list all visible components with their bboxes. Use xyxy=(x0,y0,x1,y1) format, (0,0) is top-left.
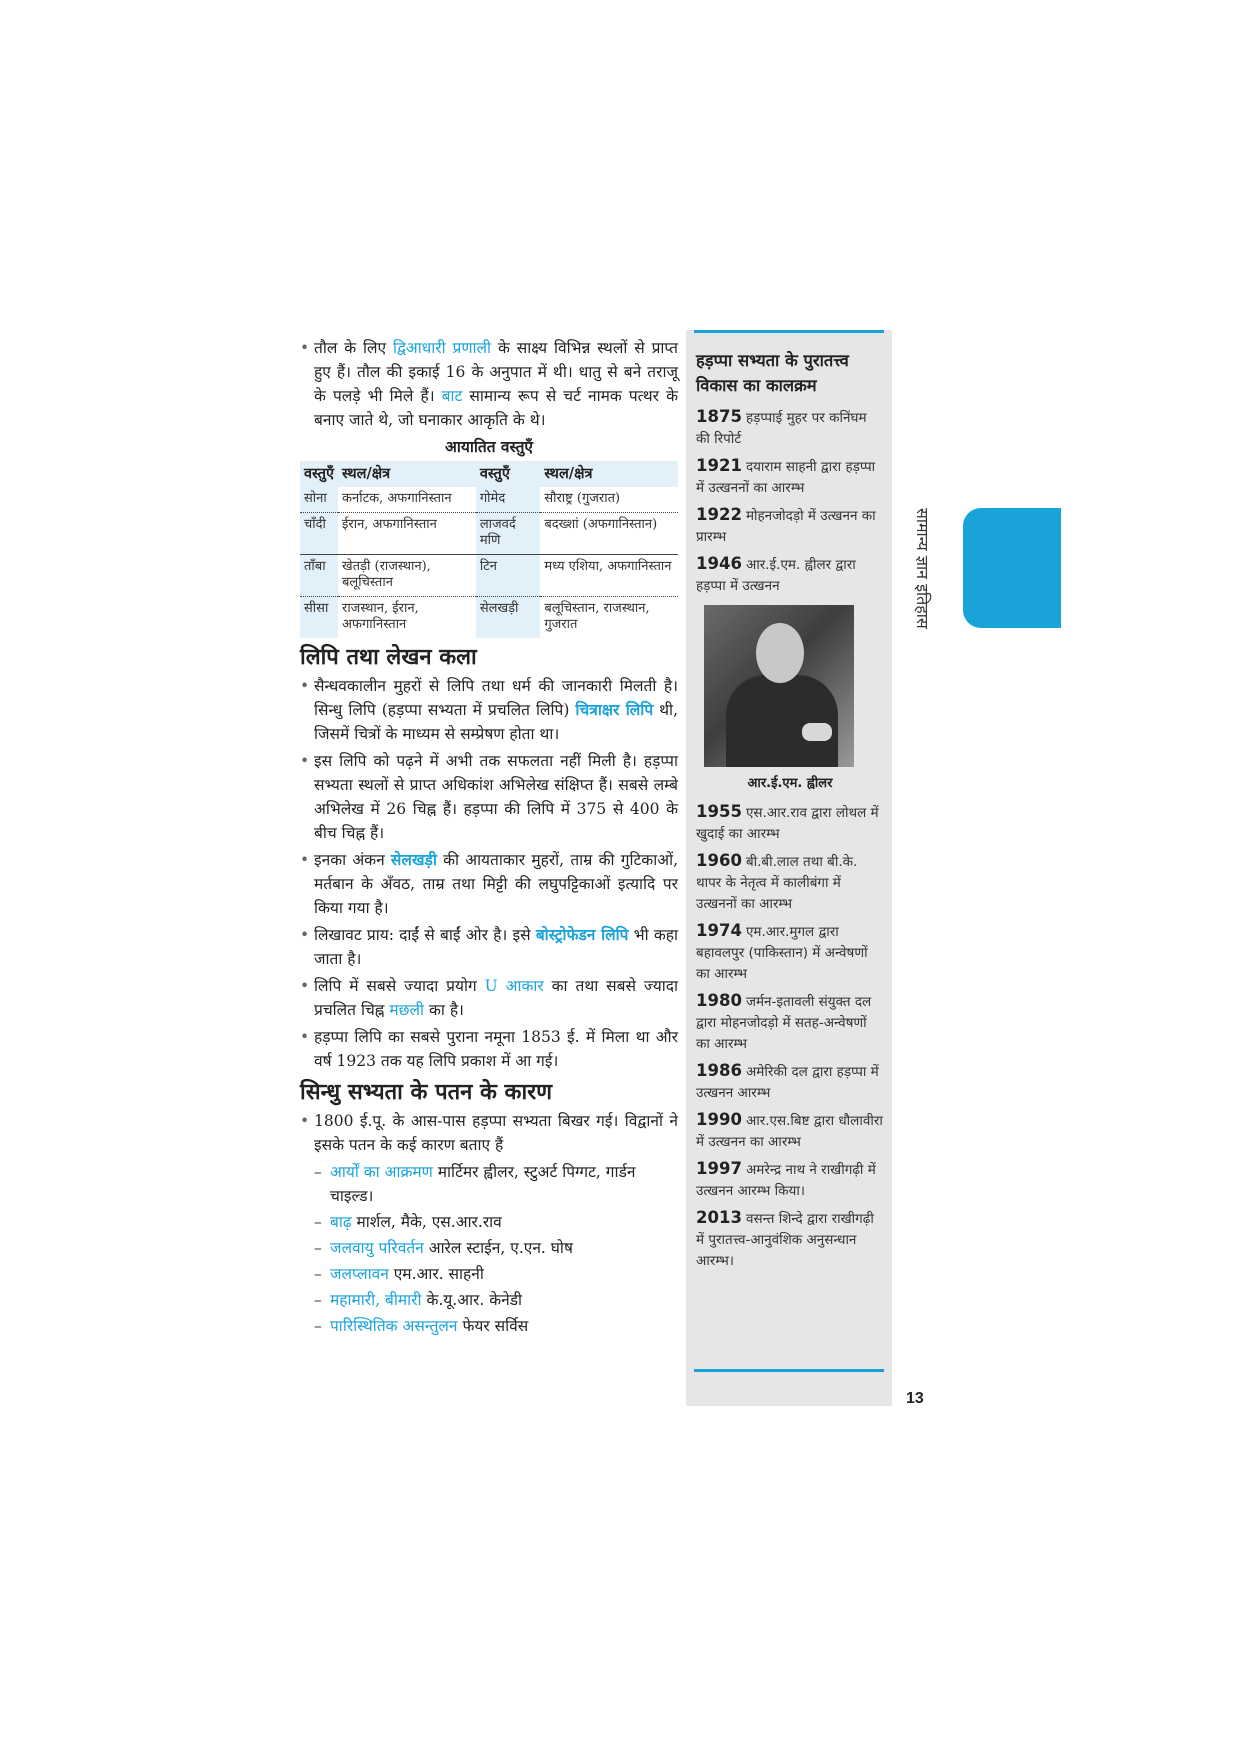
timeline-text: दयाराम साहनी द्वारा हड़प्पा में उत्खननों का आरम्भ xyxy=(696,459,876,496)
cause-item xyxy=(300,1288,678,1312)
timeline-year: 1946 xyxy=(696,554,742,573)
timeline-text: एस.आर.राव द्वारा लोथल में खुदाई का आरम्भ xyxy=(696,805,879,842)
highlight-term: द्विआधारी प्रणाली xyxy=(392,339,492,357)
table-header-row xyxy=(300,461,678,487)
table-cell: सोना xyxy=(300,487,338,513)
cause-item xyxy=(300,1262,678,1286)
cause-item xyxy=(300,1160,678,1208)
highlight-term: चित्राक्षर लिपि xyxy=(575,700,654,719)
timeline-item xyxy=(696,455,884,499)
cause-label: महामारी, बीमारी xyxy=(330,1291,422,1309)
timeline-item xyxy=(696,1060,884,1104)
highlight-term: मछली xyxy=(389,1001,425,1019)
list-item: • सैन्धवकालीन मुहरों से लिपि तथा धर्म की जानकारी मिलती है। सिन्धु लिपि (हड़प्पा सभ्यता में प्रचलित लिपि) चित्राक्षर लिपि थी, जिसमें चित्रों के माध्यम से सम्प्रेषण होता था। xyxy=(300,674,678,746)
table-row xyxy=(300,555,678,597)
cause-scholars: के.यू.आर. केनेडी xyxy=(421,1291,523,1309)
cause-label: जलवायु परिवर्तन xyxy=(330,1239,424,1257)
list-item: • हड़प्पा लिपि का सबसे पुराना नमूना 1853 ई. में मिला था और वर्ष 1923 तक यह लिपि प्रकाश में आ गई। xyxy=(300,1025,678,1073)
timeline-year: 1875 xyxy=(696,407,742,426)
cause-label: आर्यों का आक्रमण xyxy=(330,1163,433,1181)
wheeler-portrait-photo xyxy=(704,605,854,767)
table-cell: बलूचिस्तान, राजस्थान, गुजरात xyxy=(544,601,650,632)
chapter-edge-tab xyxy=(963,508,1061,628)
timeline-item xyxy=(696,990,884,1055)
table-cell: मध्य एशिया, अफगानिस्तान xyxy=(540,555,678,597)
table-cell: चाँदी xyxy=(300,513,338,555)
column-header: स्थल/क्षेत्र xyxy=(540,461,678,487)
table-row xyxy=(300,597,678,639)
list-item: • इनका अंकन सेलखड़ी की आयताकार मुहरों, ताम्र की गुटिकाओं, मर्तबान के अँवठ, ताम्र तथा मिट्टी की लघुपट्टिकाओं इत्यादि पर किया गया है। xyxy=(300,848,678,920)
highlight-term: सेलखड़ी xyxy=(390,850,437,869)
timeline-year: 1986 xyxy=(696,1061,742,1080)
section-heading-script: लिपि तथा लेखन कला xyxy=(300,645,477,670)
cause-label: पारिस्थितिक असन्तुलन xyxy=(330,1317,458,1335)
cause-item xyxy=(300,1236,678,1260)
table-cell: लाजवर्द मणि xyxy=(476,513,540,555)
highlight-term: U आकार xyxy=(484,977,544,995)
timeline-text: हड़प्पाई मुहर पर कनिंघम की रिपोर्ट xyxy=(696,410,867,447)
vertical-chapter-label: सामान्य ज्ञान इतिहास xyxy=(913,508,932,629)
table-cell: खेतड़ी (राजस्थान), बलूचिस्तान xyxy=(338,555,476,597)
timeline-item xyxy=(696,504,884,548)
table-cell: टिन xyxy=(476,555,540,597)
timeline-item xyxy=(696,553,884,597)
column-header: वस्तुएँ xyxy=(476,461,540,487)
cause-scholars: फेयर सर्विस xyxy=(457,1317,529,1335)
timeline-item xyxy=(696,801,884,845)
list-item: • 1800 ई.पू. के आस-पास हड़प्पा सभ्यता बिखर गई। विद्वानों ने इसके पतन के कई कारण बताए हैं xyxy=(300,1109,678,1157)
sidebar-bottom-rule xyxy=(694,1369,884,1372)
sidebar-top-rule xyxy=(694,330,884,333)
timeline-text: जर्मन-इतावली संयुक्त दल द्वारा मोहनजोदड़ो में सतह-अन्वेषणों का आरम्भ xyxy=(696,994,872,1052)
timeline-text: आर.ई.एम. ह्वीलर द्वारा हड़प्पा में उत्खनन xyxy=(696,557,856,594)
page-number: 13 xyxy=(906,1390,924,1407)
timeline-item xyxy=(696,1158,884,1202)
table-cell: बदख्शां (अफगानिस्तान) xyxy=(540,513,678,555)
table-cell: ताँबा xyxy=(300,555,338,597)
cause-scholars: एम.आर. साहनी xyxy=(388,1265,484,1283)
timeline-year: 1921 xyxy=(696,456,742,475)
timeline-text: अमरेन्द्र नाथ ने राखीगढ़ी में उत्खनन आरम्भ किया। xyxy=(696,1162,876,1199)
table-cell: कर्नाटक, अफगानिस्तान xyxy=(338,487,476,513)
main-column xyxy=(300,336,678,1340)
cause-scholars: मार्शल, मैके, एस.आर.राव xyxy=(351,1213,502,1231)
timeline-item xyxy=(696,1207,884,1272)
imports-table-title: आयातित वस्तुएँ xyxy=(445,437,533,456)
imports-table xyxy=(300,461,678,638)
sidebar-content xyxy=(696,348,884,1277)
timeline-year: 1990 xyxy=(696,1110,742,1129)
timeline-text: बी.बी.लाल तथा बी.के. थापर के नेतृत्व में कालीबंगा में उत्खननों का आरम्भ xyxy=(696,854,858,912)
cause-scholars: मार्टिमर ह्वीलर, स्टुअर्ट पिग्गट, गार्डन चाइल्ड। xyxy=(330,1163,636,1205)
highlight-term: बाट xyxy=(441,387,463,405)
timeline-year: 1922 xyxy=(696,505,742,524)
table-cell: सीसा xyxy=(300,597,338,639)
table-cell: ईरान, अफगानिस्तान xyxy=(338,513,476,555)
cause-label: बाढ़ xyxy=(330,1213,352,1231)
timeline-year: 1955 xyxy=(696,802,742,821)
table-row xyxy=(300,513,678,555)
list-item: • लिखावट प्राय: दाईं से बाईं ओर है। इसे बोस्ट्रोफेडन लिपि भी कहा जाता है। xyxy=(300,923,678,971)
cause-item xyxy=(300,1210,678,1234)
weights-bullet: • तौल के लिए द्विआधारी प्रणाली के साक्ष्य विभिन्न स्थलों से प्राप्त हुए हैं। तौल की इकाई 16 के अनुपात में थी। धातु से बने तराजू के पलड़े भी मिले हैं। बाट सामान्य रूप से चर्ट नामक पत्थर के बनाए जाते थे, जो घनाकार आकृति के थे। xyxy=(300,336,678,432)
cause-scholars: आरेल स्टाईन, ए.एन. घोष xyxy=(423,1239,573,1257)
timeline-sidebar xyxy=(686,330,892,1406)
timeline-year: 1980 xyxy=(696,991,742,1010)
timeline-item xyxy=(696,850,884,915)
timeline-item xyxy=(696,1109,884,1153)
table-row xyxy=(300,487,678,513)
timeline-item xyxy=(696,406,884,450)
highlight-term: बोस्ट्रोफेडन लिपि xyxy=(535,925,629,944)
list-item: • लिपि में सबसे ज्यादा प्रयोग U आकार का तथा सबसे ज्यादा प्रचलित चिह्न मछली का है। xyxy=(300,974,678,1022)
timeline-text: एम.आर.मुगल द्वारा बहावलपुर (पाकिस्तान) में अन्वेषणों का आरम्भ xyxy=(696,924,868,982)
column-header: स्थल/क्षेत्र xyxy=(338,461,476,487)
cause-item xyxy=(300,1314,678,1338)
timeline-year: 1974 xyxy=(696,921,742,940)
table-cell: सौराष्ट्र (गुजरात) xyxy=(540,487,678,513)
timeline-text: मोहनजोदड़ो में उत्खनन का प्रारम्भ xyxy=(696,508,876,545)
table-cell: सेलखड़ी xyxy=(476,597,540,639)
list-item: • इस लिपि को पढ़ने में अभी तक सफलता नहीं मिली है। हड़प्पा सभ्यता स्थलों से प्राप्त अधिकांश अभिलेख संक्षिप्त हैं। सबसे लम्बे अभिलेख में 26 चिह्न हैं। हड़प्पा की लिपि में 375 से 400 के बीच चिह्न हैं। xyxy=(300,749,678,845)
timeline-item xyxy=(696,920,884,985)
timeline-text: वसन्त शिन्दे द्वारा राखीगढ़ी में पुरातत्त्व-आनुवंशिक अनुसन्धान आरम्भ। xyxy=(696,1211,874,1269)
timeline-text: आर.एस.बिष्ट द्वारा धौलावीरा में उत्खनन का आरम्भ xyxy=(696,1113,883,1150)
table-cell: गोमेद xyxy=(476,487,540,513)
sidebar-title: हड़प्पा सभ्यता के पुरातत्त्व विकास का कालक्रम xyxy=(696,351,849,395)
table-cell: राजस्थान, ईरान, अफगानिस्तान xyxy=(342,601,419,632)
photo-caption: आर.ई.एम. ह्वीलर xyxy=(747,776,833,791)
cause-label: जलप्लावन xyxy=(330,1265,389,1283)
timeline-year: 1997 xyxy=(696,1159,742,1178)
timeline-year: 2013 xyxy=(696,1208,742,1227)
section-heading-decline: सिन्धु सभ्यता के पतन के कारण xyxy=(300,1080,553,1105)
timeline-year: 1960 xyxy=(696,851,742,870)
timeline-text: अमेरिकी दल द्वारा हड़प्पा में उत्खनन आरम्भ xyxy=(696,1064,879,1101)
column-header: वस्तुएँ xyxy=(300,461,338,487)
